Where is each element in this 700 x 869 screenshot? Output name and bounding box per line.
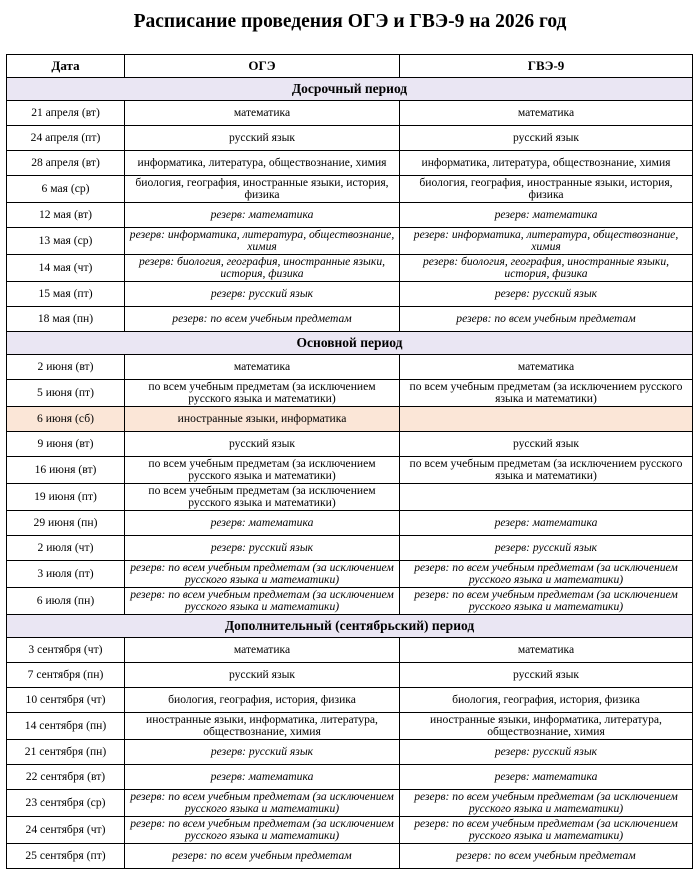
gve-cell: биология, география, история, физика bbox=[400, 688, 693, 713]
table-row bbox=[7, 101, 693, 126]
schedule-body bbox=[7, 78, 693, 869]
oge-cell: по всем учебным предметам (за исключением русского языка и математики) bbox=[125, 380, 400, 407]
gve-cell: резерв: математика bbox=[400, 511, 693, 536]
gve-cell: русский язык bbox=[400, 432, 693, 457]
gve-cell: биология, география, иностранные языки, история, физика bbox=[400, 176, 693, 203]
date-cell: 15 мая (пт) bbox=[7, 282, 125, 307]
table-row bbox=[7, 407, 693, 432]
period-row bbox=[7, 78, 693, 101]
oge-cell: резерв: по всем учебным предметам (за исключением русского языка и математики) bbox=[125, 588, 400, 615]
table-row bbox=[7, 255, 693, 282]
date-cell: 24 сентября (чт) bbox=[7, 817, 125, 844]
table-row bbox=[7, 484, 693, 511]
date-cell: 14 сентября (пн) bbox=[7, 713, 125, 740]
table-row bbox=[7, 176, 693, 203]
date-cell: 13 мая (ср) bbox=[7, 228, 125, 255]
table-row bbox=[7, 844, 693, 869]
date-cell: 21 сентября (пн) bbox=[7, 740, 125, 765]
oge-cell: русский язык bbox=[125, 663, 400, 688]
table-row bbox=[7, 638, 693, 663]
oge-cell: резерв: по всем учебным предметам bbox=[125, 307, 400, 332]
table-row bbox=[7, 817, 693, 844]
date-cell: 7 сентября (пн) bbox=[7, 663, 125, 688]
table-row bbox=[7, 688, 693, 713]
date-cell: 14 мая (чт) bbox=[7, 255, 125, 282]
table-row bbox=[7, 432, 693, 457]
gve-cell: математика bbox=[400, 355, 693, 380]
date-cell: 16 июня (вт) bbox=[7, 457, 125, 484]
gve-cell: по всем учебным предметам (за исключением русского языка и математики) bbox=[400, 380, 693, 407]
header-gve: ГВЭ-9 bbox=[400, 55, 693, 78]
table-row bbox=[7, 228, 693, 255]
oge-cell: резерв: по всем учебным предметам (за исключением русского языка и математики) bbox=[125, 817, 400, 844]
date-cell: 6 июня (сб) bbox=[7, 407, 125, 432]
date-cell: 18 мая (пн) bbox=[7, 307, 125, 332]
date-cell: 10 сентября (чт) bbox=[7, 688, 125, 713]
table-row bbox=[7, 282, 693, 307]
gve-cell: информатика, литература, обществознание, химия bbox=[400, 151, 693, 176]
gve-cell: резерв: русский язык bbox=[400, 740, 693, 765]
table-row bbox=[7, 740, 693, 765]
period-row bbox=[7, 332, 693, 355]
header-date: Дата bbox=[7, 55, 125, 78]
table-row bbox=[7, 663, 693, 688]
oge-cell: резерв: по всем учебным предметам (за исключением русского языка и математики) bbox=[125, 790, 400, 817]
gve-cell bbox=[400, 484, 693, 511]
date-cell: 23 сентября (ср) bbox=[7, 790, 125, 817]
oge-cell: русский язык bbox=[125, 126, 400, 151]
table-row bbox=[7, 536, 693, 561]
table-row bbox=[7, 151, 693, 176]
gve-cell: русский язык bbox=[400, 126, 693, 151]
table-row bbox=[7, 561, 693, 588]
gve-cell: резерв: по всем учебным предметам (за исключением русского языка и математики) bbox=[400, 561, 693, 588]
table-row bbox=[7, 457, 693, 484]
header-row bbox=[7, 55, 693, 78]
gve-cell: русский язык bbox=[400, 663, 693, 688]
gve-cell: резерв: информатика, литература, обществознание, химия bbox=[400, 228, 693, 255]
table-row bbox=[7, 765, 693, 790]
table-row bbox=[7, 511, 693, 536]
table-row bbox=[7, 307, 693, 332]
date-cell: 3 июля (пт) bbox=[7, 561, 125, 588]
date-cell: 2 июня (вт) bbox=[7, 355, 125, 380]
oge-cell: биология, география, история, физика bbox=[125, 688, 400, 713]
oge-cell: резерв: по всем учебным предметам bbox=[125, 844, 400, 869]
header-oge: ОГЭ bbox=[125, 55, 400, 78]
date-cell: 28 апреля (вт) bbox=[7, 151, 125, 176]
gve-cell: математика bbox=[400, 101, 693, 126]
page-title: Расписание проведения ОГЭ и ГВЭ-9 на 2026 год bbox=[133, 11, 567, 32]
table-row bbox=[7, 713, 693, 740]
oge-cell: информатика, литература, обществознание, химия bbox=[125, 151, 400, 176]
oge-cell: резерв: математика bbox=[125, 765, 400, 790]
oge-cell: биология, география, иностранные языки, история, физика bbox=[125, 176, 400, 203]
oge-cell: резерв: по всем учебным предметам (за исключением русского языка и математики) bbox=[125, 561, 400, 588]
date-cell: 19 июня (пт) bbox=[7, 484, 125, 511]
date-cell: 24 апреля (пт) bbox=[7, 126, 125, 151]
date-cell: 3 сентября (чт) bbox=[7, 638, 125, 663]
period-title: Дополнительный (сентябрьский) период bbox=[7, 615, 693, 638]
date-cell: 21 апреля (вт) bbox=[7, 101, 125, 126]
gve-cell: по всем учебным предметам (за исключением русского языка и математики) bbox=[400, 457, 693, 484]
oge-cell: резерв: информатика, литература, обществознание, химия bbox=[125, 228, 400, 255]
oge-cell: математика bbox=[125, 355, 400, 380]
oge-cell: резерв: русский язык bbox=[125, 282, 400, 307]
table-row bbox=[7, 790, 693, 817]
schedule-table bbox=[6, 54, 693, 869]
table-row bbox=[7, 380, 693, 407]
oge-cell: резерв: биология, география, иностранные языки, история, физика bbox=[125, 255, 400, 282]
oge-cell: резерв: русский язык bbox=[125, 536, 400, 561]
gve-cell: резерв: по всем учебным предметам (за исключением русского языка и математики) bbox=[400, 790, 693, 817]
period-row bbox=[7, 615, 693, 638]
gve-cell: резерв: по всем учебным предметам (за исключением русского языка и математики) bbox=[400, 817, 693, 844]
date-cell: 12 мая (вт) bbox=[7, 203, 125, 228]
date-cell: 9 июня (вт) bbox=[7, 432, 125, 457]
table-row bbox=[7, 355, 693, 380]
gve-cell: резерв: математика bbox=[400, 203, 693, 228]
gve-cell: резерв: русский язык bbox=[400, 536, 693, 561]
oge-cell: математика bbox=[125, 638, 400, 663]
date-cell: 6 июля (пн) bbox=[7, 588, 125, 615]
date-cell: 2 июля (чт) bbox=[7, 536, 125, 561]
date-cell: 25 сентября (пт) bbox=[7, 844, 125, 869]
oge-cell: иностранные языки, информатика, литература, обществознание, химия bbox=[125, 713, 400, 740]
oge-cell: резерв: математика bbox=[125, 203, 400, 228]
oge-cell: резерв: математика bbox=[125, 511, 400, 536]
date-cell: 5 июня (пт) bbox=[7, 380, 125, 407]
table-row bbox=[7, 203, 693, 228]
table-row bbox=[7, 126, 693, 151]
gve-cell: иностранные языки, информатика, литература, обществознание, химия bbox=[400, 713, 693, 740]
oge-cell: русский язык bbox=[125, 432, 400, 457]
gve-cell: математика bbox=[400, 638, 693, 663]
date-cell: 29 июня (пн) bbox=[7, 511, 125, 536]
period-title: Основной период bbox=[7, 332, 693, 355]
gve-cell: резерв: по всем учебным предметам bbox=[400, 307, 693, 332]
gve-cell bbox=[400, 407, 693, 432]
gve-cell: резерв: математика bbox=[400, 765, 693, 790]
oge-cell: резерв: русский язык bbox=[125, 740, 400, 765]
period-title: Досрочный период bbox=[7, 78, 693, 101]
date-cell: 22 сентября (вт) bbox=[7, 765, 125, 790]
oge-cell: математика bbox=[125, 101, 400, 126]
gve-cell: резерв: по всем учебным предметам bbox=[400, 844, 693, 869]
oge-cell: по всем учебным предметам (за исключением русского языка и математики) bbox=[125, 484, 400, 511]
date-cell: 6 мая (ср) bbox=[7, 176, 125, 203]
table-row bbox=[7, 588, 693, 615]
gve-cell: резерв: биология, география, иностранные языки, история, физика bbox=[400, 255, 693, 282]
oge-cell: по всем учебным предметам (за исключением русского языка и математики) bbox=[125, 457, 400, 484]
gve-cell: резерв: по всем учебным предметам (за исключением русского языка и математики) bbox=[400, 588, 693, 615]
gve-cell: резерв: русский язык bbox=[400, 282, 693, 307]
oge-cell: иностранные языки, информатика bbox=[125, 407, 400, 432]
